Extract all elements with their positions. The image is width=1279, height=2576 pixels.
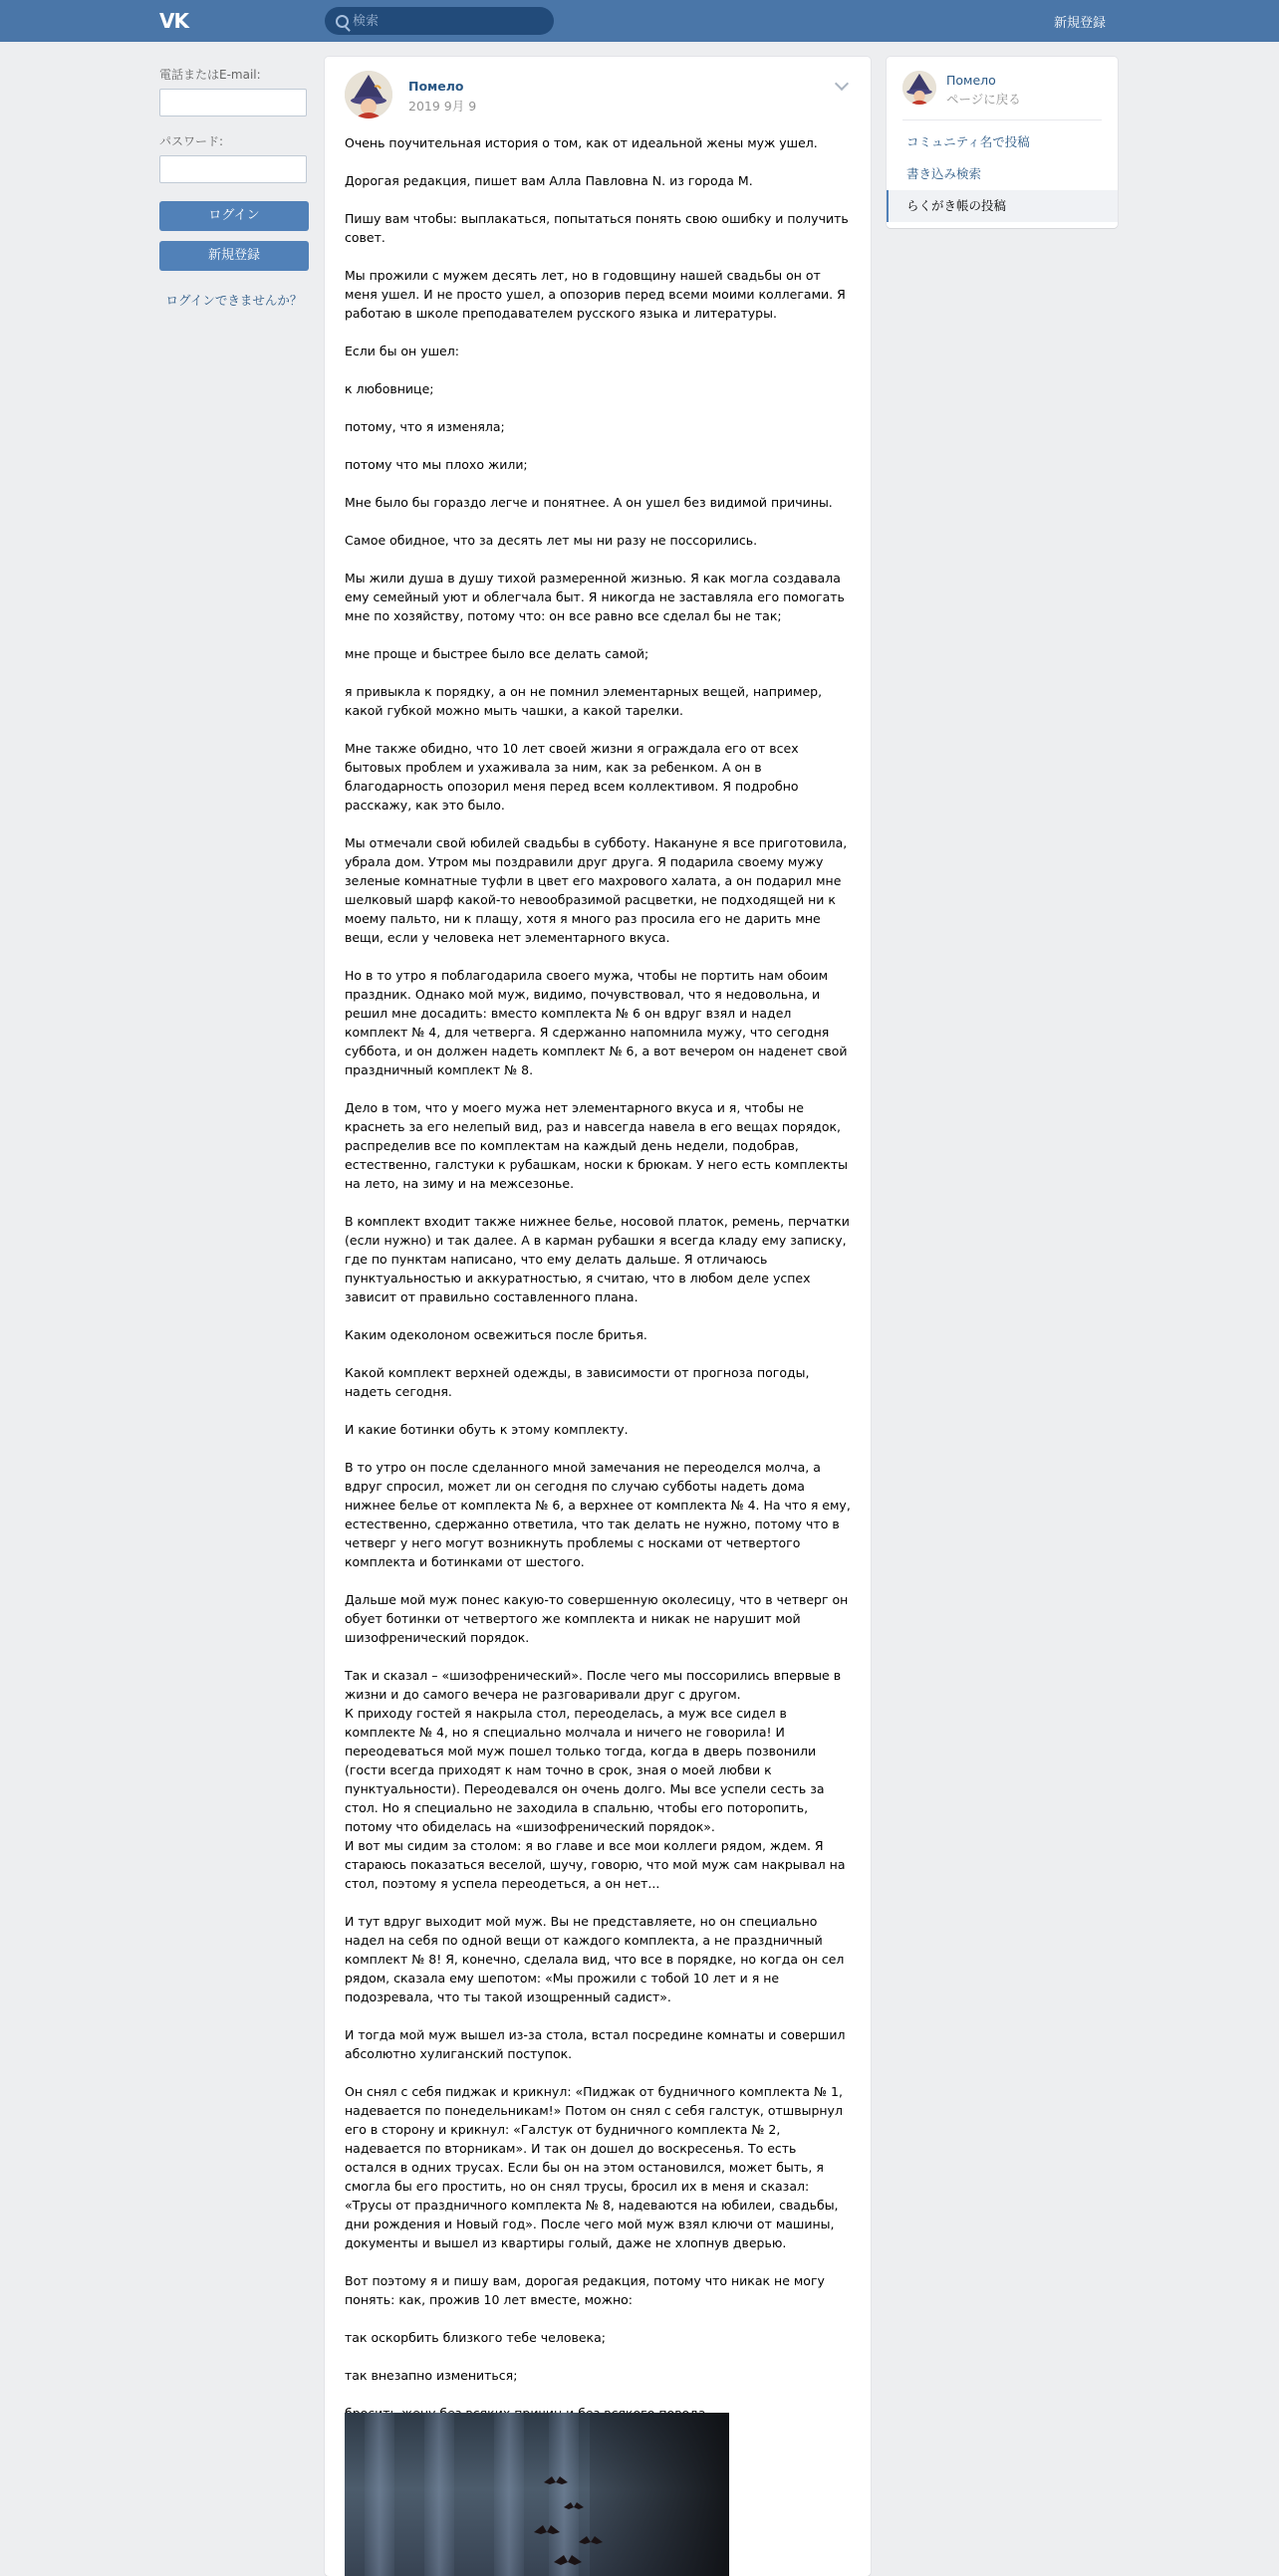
avatar[interactable] — [345, 71, 392, 118]
post-paragraph: Дело в том, что у моего мужа нет элементарного вкуса и я, чтобы не краснеть за его нелепый вид, раз и навсегда навела в его вещах порядок, распределив все по комплектам на каждый день недели, подобрав, естественно, галстуки к рубашкам, носки к брюкам. У него есть комплекты на лето, на зиму и на межсезонье. — [345, 1100, 848, 1191]
post-paragraph: Так и сказал – «шизофренический». После чего мы поссорились впервые в жизни и до самого вечера не разговаривали друг с другом. К приходу гостей я накрыла стол, переоделась, а муж все сидел в комплекте № 4, но я специально молчала и ничего не говорила! И переодеваться мой муж пошел только тогда, когда в дверь позвонили (гости всегда приходят к нам точно в срок, зная о моей любви к пунктуальности). Переодевался он очень долго. Мы все успели сесть за стол. Но я специально не заходила в спальню, чтобы его поторопить, потому что обиделась на «шизофренический порядок». И вот мы сидим за столом: я во главе и все мои коллеги рядом, ждем. Я стараюсь показаться веселой, шучу, говорю, что мой муж сам накрывал на стол, поэтому я успела переодеться, а он нет... — [345, 1668, 846, 1891]
post-paragraph: Мы жили душа в душу тихой размеренной жизнью. Я как могла создавала ему семейный уют и облегчала быт. Я никогда не заставляла его помогать мне по хозяйству, потому что: он все равно все сделал бы не так; — [345, 571, 845, 623]
search-box[interactable] — [325, 7, 554, 35]
post-paragraph: мне проще и быстрее было все делать самой; — [345, 646, 649, 661]
post-paragraph: Самое обидное, что за десять лет мы ни разу не поссорились. — [345, 533, 758, 548]
post-author[interactable]: Помело — [408, 79, 464, 94]
post-paragraph: Какой комплект верхней одежды, в зависимости от прогноза погоды, надеть сегодня. — [345, 1365, 810, 1399]
register-button[interactable]: 新規登録 — [159, 241, 309, 271]
top-header — [0, 0, 1279, 42]
sidebar-item-post-search[interactable]: 書き込み検索 — [906, 166, 982, 181]
avatar-image — [902, 71, 936, 105]
post-paragraph: Мы прожили с мужем десять лет, но в годовщину нашей свадьбы он от меня ушел. И не просто ушел, а опозорив перед всеми моими коллегами. Я работаю в школе преподавателем русского языка и литературы. — [345, 268, 846, 321]
chevron-down-icon[interactable] — [835, 77, 849, 91]
avatar-image — [345, 71, 392, 118]
post-paragraph: Каким одеколоном освежиться после бритья. — [345, 1327, 647, 1342]
divider — [902, 119, 1102, 120]
sidebar-item-community-posts[interactable]: コミュニティ名で投稿 — [906, 134, 1030, 149]
post-paragraph: Мне также обидно, что 10 лет своей жизни я ограждала его от всех бытовых проблем и ухаживала за ним, как за ребенком. А он в благодарность опозорил меня перед всем коллективом. Я подробно расскажу, как это было. — [345, 741, 799, 813]
post-paragraph: к любовнице; — [345, 381, 434, 396]
post-paragraph: В то утро он после сделанного мной замечания не переоделся молча, а вдруг спросил, может ли он сегодня по случаю субботы надеть дома нижнее белье от комплекта № 6, а верхнее от комплекта № 4. На что я ему, естественно, сдержанно ответила, что так делать не нужно, потому что в четверг у него могут возникнуть проблемы с носками от четвертого комплекта и ботинками от шестого. — [345, 1460, 851, 1569]
community-sidebar — [887, 57, 1118, 228]
post-paragraph: И тогда мой муж вышел из-за стола, встал посредине комнаты и совершил абсолютно хулиганский поступок. — [345, 2027, 846, 2061]
post-paragraph: В комплект входит также нижнее белье, носовой платок, ремень, перчатки (если нужно) и так далее. А в карман рубашки я всегда кладу ему записку, где по пунктам написано, что ему делать дальше. Я отличаюсь пунктуальностью и аккуратностью, я считаю, что в любом деле успех зависит от правильно составленного плана. — [345, 1214, 850, 1304]
post-paragraph: Мне было бы гораздо легче и понятнее. А он ушел без видимой причины. — [345, 495, 833, 510]
post-paragraph: И какие ботинки обуть к этому комплекту. — [345, 1422, 629, 1437]
post-paragraph: потому что мы плохо жили; — [345, 457, 528, 472]
password-label: パスワード: — [159, 134, 224, 148]
phone-label: 電話またはE-mail: — [159, 68, 261, 82]
phone-input[interactable] — [159, 89, 307, 117]
post-date[interactable]: 2019 9月 9 — [408, 99, 477, 114]
forgot-login-link[interactable]: ログインできませんか？ — [165, 293, 303, 308]
login-button[interactable]: ログイン — [159, 201, 309, 231]
post-paragraph: Пишу вам чтобы: выплакаться, попытаться понять свою ошибку и получить совет. — [345, 211, 849, 245]
search-icon — [336, 15, 349, 28]
post-paragraph: Мы отмечали свой юбилей свадьбы в субботу. Накануне я все приготовила, убрала дом. Утром мы поздравили друг друга. Я подарила своему мужу зеленые комнатные туфли в цвет его махрового халата, а он подарил мне шелковый шарф какой-то невообразимой расцветки, не подходящей ни к моему пальто, ни к плащу, хотя я много раз просила его не дарить мне вещи, если у человека нет элементарного вкуса. — [345, 835, 848, 945]
post-paragraph: так оскорбить близкого тебе человека; — [345, 2330, 606, 2345]
login-panel — [159, 66, 309, 309]
vk-logo[interactable]: VK — [159, 9, 188, 33]
post-paragraph: Но в то утро я поблагодарила своего мужа, чтобы не портить нам обоим праздник. Однако мой муж, видимо, почувствовал, что я недовольна, и решил мне досадить: вместо комплекта № 6 он вдруг взял и надел комплект № 4, для четверга. Я сдержанно напомнила мужу, что сегодня суббота, и он должен надеть комплект № 6, а вот вечером он наденет свой праздничный комплект № 8. — [345, 968, 848, 1077]
bats-illustration — [345, 2413, 729, 2576]
post-paragraph: так внезапно измениться; — [345, 2368, 518, 2383]
post-photo[interactable] — [345, 2413, 729, 2576]
back-to-page-link[interactable]: ページに戻る — [946, 92, 1021, 107]
post-text — [345, 133, 851, 2517]
wall-post — [325, 57, 871, 2576]
header-register-link[interactable]: 新規登録 — [1054, 16, 1107, 31]
sidebar-item-graffiti-posts[interactable]: らくがき帳の投稿 — [887, 190, 1118, 222]
post-paragraph: Если бы он ушел: — [345, 344, 459, 358]
sidebar-community-name[interactable]: Помело — [946, 73, 996, 88]
post-paragraph: Очень поучительная история о том, как от идеальной жены муж ушел. — [345, 135, 818, 150]
post-paragraph: Вот поэтому я и пишу вам, дорогая редакция, потому что никак не могу понять: как, прожив 10 лет вместе, можно: — [345, 2273, 825, 2307]
post-paragraph: я привыкла к порядку, а он не помнил элементарных вещей, например, какой губкой можно мыть чашки, а какой тарелки. — [345, 684, 823, 718]
post-paragraph: Дальше мой муж понес какую-то совершенную околесицу, что в четверг он обует ботинки от четвертого же комплекта и никак не нарушит мой шизофренический порядок. — [345, 1592, 849, 1645]
search-input[interactable] — [353, 7, 547, 35]
sidebar-avatar[interactable] — [902, 71, 936, 105]
post-paragraph: Он снял с себя пиджак и крикнул: «Пиджак от будничного комплекта № 1, надевается по понедельникам!» Потом он снял с себя галстук, отшвырнул его в сторону и крикнул: «Галстук от будничного комплекта № 2, надевается по вторникам». И так он дошел до воскресенья. То есть остался в одних трусах. Если бы он на этом остановился, может быть, я смогла бы его простить, но он снял трусы, бросил их в меня и сказал: «Трусы от праздничного комплекта № 8, надеваются на юбилеи, свадьбы, дни рождения и Новый год». После чего мой муж взял ключи от машины, документы и вышел из квартиры голый, даже не хлопнув дверью. — [345, 2084, 843, 2250]
post-paragraph: потому, что я изменяла; — [345, 419, 505, 434]
post-paragraph: И тут вдруг выходит мой муж. Вы не представляете, но он специально надел на себя по одной вещи от каждого комплекта, а не праздничный комплект № 8! Я, конечно, сделала вид, что все в порядке, но когда он сел рядом, сказала ему шепотом: «Мы прожили с тобой 10 лет и я не подозревала, что ты такой изощренный садист». — [345, 1914, 845, 2004]
password-input[interactable] — [159, 155, 307, 183]
post-paragraph: Дорогая редакция, пишет вам Алла Павловна N. из города М. — [345, 173, 753, 188]
